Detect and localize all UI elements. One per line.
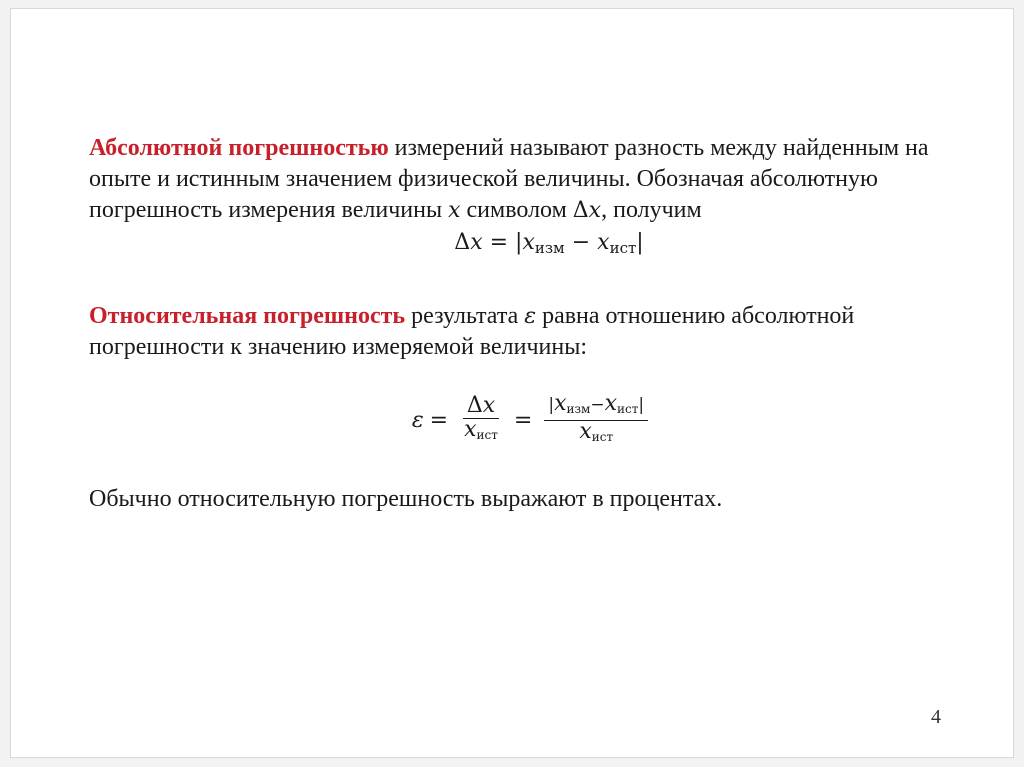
minus-sign: − [590,395,605,415]
abs-close: | [638,395,645,415]
equals-sign: = [513,407,533,433]
epsilon-symbol: ε [411,407,424,433]
variable-x: x [482,393,496,418]
epsilon-symbol: ε [524,304,537,329]
relative-error-definition [89,301,969,363]
definition-text: измерений называют разность между найденным на опыте и истинным значением физической величины. Обозначая абсолютную погрешность измерения величины [89,135,929,223]
delta-symbol: Δ [454,230,471,255]
absolute-error-term: Абсолютной погрешностью [89,135,389,161]
equals-sign: = [429,407,449,433]
subscript-measured: изм [534,239,565,257]
relative-error-term: Относительная погрешность [89,303,406,329]
percent-note: Обычно относительную погрешность выражают в процентах. [89,486,723,512]
abs-open: | [548,395,555,415]
subscript-true: ист [591,430,614,444]
subscript-true: ист [609,239,637,257]
fraction-numerator [463,395,499,419]
fraction-abs-diff-over-true [544,393,648,448]
subscript-measured: изм [566,402,591,416]
slide-content [89,133,969,515]
variable-x: x [554,391,567,416]
fraction-denominator [575,421,617,448]
fraction-delta-over-true [460,395,502,446]
variable-x: x [604,391,618,416]
relative-error-formula [89,393,969,448]
fraction-numerator [544,393,648,421]
definition-text: символом [460,197,573,223]
delta-symbol: Δ [466,393,483,418]
absolute-error-definition [89,133,969,226]
variable-x: x [522,230,535,255]
definition-text: равна отношению абсолютной погрешности к значению измеряемой величины: [89,303,855,360]
absolute-error-formula [89,228,969,263]
delta-symbol: Δ [572,198,589,223]
variable-x: x [448,198,461,223]
definition-text: , получим [601,197,702,223]
variable-x: x [470,230,483,255]
variable-x: x [579,419,592,444]
slide [10,8,1014,758]
fraction-denominator [460,419,502,446]
definition-text: результата [405,303,525,329]
page-number: 4 [931,706,941,728]
subscript-true: ист [476,428,498,442]
minus-sign: − [564,230,598,255]
subscript-true: ист [617,402,639,416]
equals-abs: = | [482,230,523,255]
variable-x: x [597,230,610,255]
abs-close: | [636,230,644,255]
variable-x: x [464,417,477,442]
variable-x: x [588,198,602,223]
